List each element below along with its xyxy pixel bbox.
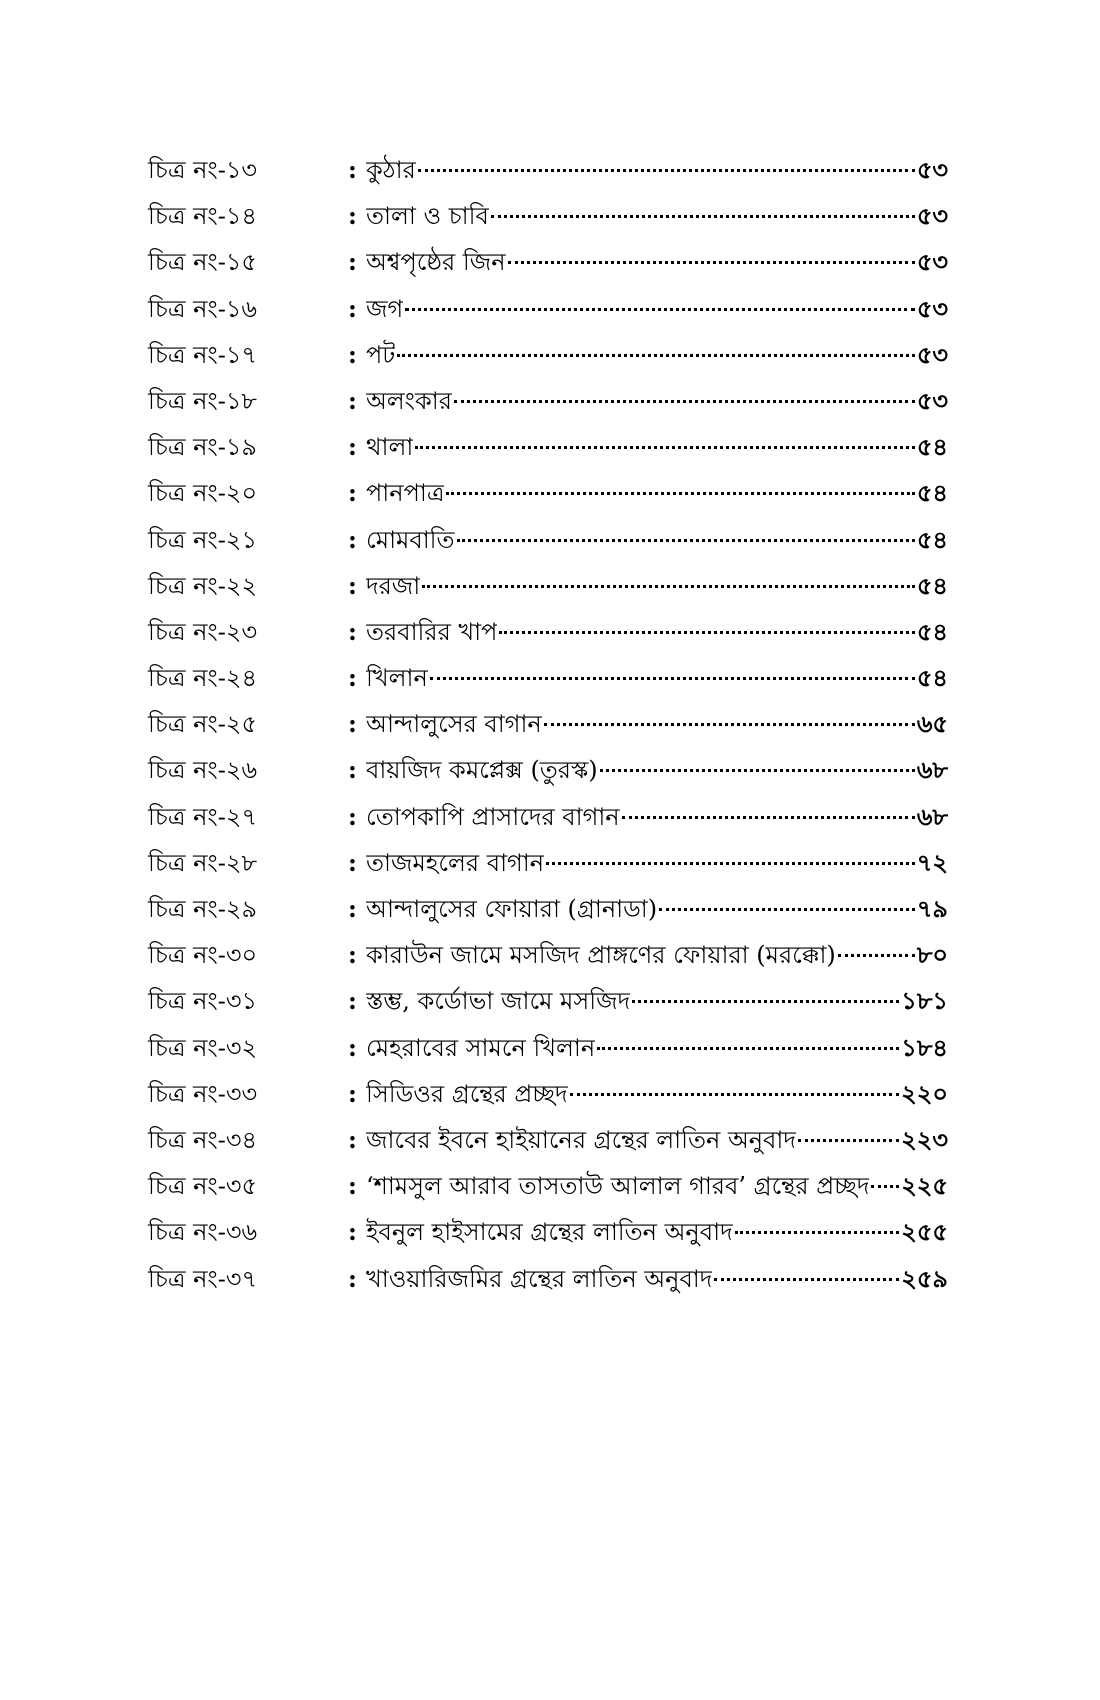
list-item <box>148 193 948 239</box>
page-number: ২২০ <box>901 1078 948 1108</box>
page-number: ২৫৫ <box>901 1217 948 1247</box>
separator-colon: : <box>348 524 357 554</box>
figure-title: ইবনুল হাইসামের গ্রন্থের লাতিন অনুবাদ <box>366 1218 733 1247</box>
figure-title: তরবারির খাপ <box>366 617 498 646</box>
separator-colon: : <box>348 432 357 462</box>
dot-leader <box>397 333 914 363</box>
separator-colon: : <box>348 847 357 877</box>
page-number: ৫৪ <box>916 432 948 462</box>
figure-number: চিত্র নং-২৪ <box>148 664 258 693</box>
figure-list <box>148 147 948 1302</box>
page-number: ৫৪ <box>916 663 948 693</box>
separator-colon: : <box>348 986 357 1016</box>
separator-colon: : <box>348 201 357 231</box>
figure-title: পট <box>366 340 396 369</box>
figure-title: অলংকার <box>366 386 452 415</box>
page-number: ৫৩ <box>916 385 948 415</box>
separator-colon: : <box>348 940 357 970</box>
list-item <box>148 470 948 516</box>
dot-leader <box>798 1118 899 1148</box>
separator-colon: : <box>348 570 357 600</box>
separator-colon: : <box>348 616 357 646</box>
separator-colon: : <box>348 894 357 923</box>
figure-number: চিত্র নং-৩২ <box>148 1033 258 1062</box>
list-item <box>148 1209 948 1255</box>
figure-title: বায়জিদ কমপ্লেক্স (তুরস্ক) <box>366 756 598 785</box>
figure-title: অশ্বপৃষ্ঠের জিন <box>366 248 506 277</box>
dot-leader <box>632 979 899 1009</box>
dot-leader <box>430 656 915 686</box>
dot-leader <box>454 379 915 409</box>
separator-colon: : <box>348 663 357 693</box>
figure-number: চিত্র নং-১৯ <box>148 433 257 462</box>
page-number: ৫৪ <box>916 616 948 646</box>
figure-title: খাওয়ারিজমির গ্রন্থের লাতিন অনুবাদ <box>366 1264 713 1293</box>
figure-title: ‘শামসুল আরাব তাসতাউ আলাল গারব’ গ্রন্থের প্রচ্ছদ <box>366 1172 870 1201</box>
separator-colon: : <box>348 478 357 508</box>
list-item <box>148 1071 948 1117</box>
page-number: ৭৯ <box>916 894 948 923</box>
figure-title: জগ <box>366 294 404 323</box>
page-number: ১৮৪ <box>901 1032 948 1062</box>
dot-leader <box>570 1072 900 1102</box>
separator-colon: : <box>348 755 357 785</box>
dot-leader <box>491 194 915 224</box>
figure-number: চিত্র নং-২১ <box>148 525 258 554</box>
dot-leader <box>871 1164 899 1194</box>
dot-leader <box>405 287 915 317</box>
figure-number: চিত্র নং-২৬ <box>148 756 258 785</box>
list-item <box>148 286 948 332</box>
figure-number: চিত্র নং-৩৪ <box>148 1125 258 1154</box>
figure-number: চিত্র নং-৩৬ <box>148 1218 258 1247</box>
page-number: ৬৫ <box>916 709 948 739</box>
page-number: ২২৩ <box>901 1124 948 1154</box>
figure-title: তালা ও চাবি <box>366 202 489 231</box>
list-item <box>148 147 948 193</box>
list-item <box>148 563 948 609</box>
dot-leader <box>446 471 914 501</box>
figure-number: চিত্র নং-১৫ <box>148 248 257 277</box>
separator-colon: : <box>348 1032 357 1062</box>
figure-number: চিত্র নং-২২ <box>148 571 258 600</box>
figure-number: চিত্র নং-২৫ <box>148 710 258 739</box>
figure-number: চিত্র নং-২৩ <box>148 617 258 646</box>
figure-title: মোমবাতি <box>366 525 455 554</box>
separator-colon: : <box>348 709 357 739</box>
dot-leader <box>714 1257 899 1287</box>
dot-leader <box>508 240 915 270</box>
list-item <box>148 517 948 563</box>
figure-title: কারাউন জামে মসজিদ প্রাঙ্গণের ফোয়ারা (মরক্কো) <box>366 941 836 970</box>
figure-number: চিত্র নং-৩৭ <box>148 1264 258 1293</box>
list-item <box>148 332 948 378</box>
separator-colon: : <box>348 1124 357 1154</box>
separator-colon: : <box>348 1263 357 1293</box>
dot-leader <box>546 841 915 871</box>
dot-leader <box>415 425 914 455</box>
dot-leader <box>600 748 915 778</box>
page-number: ৫৪ <box>916 570 948 600</box>
page-number: ৬৮ <box>916 801 948 831</box>
page-number: ২২৫ <box>901 1171 948 1201</box>
figure-title: জাবের ইবনে হাইয়ানের গ্রন্থের লাতিন অনুবাদ <box>366 1125 796 1154</box>
list-item <box>148 701 948 747</box>
list-item <box>148 609 948 655</box>
list-item <box>148 239 948 285</box>
page-number: ৬৮ <box>916 755 948 785</box>
page-number: ৮০ <box>916 940 948 970</box>
list-item <box>148 932 948 978</box>
figure-number: চিত্র নং-৩১ <box>148 987 258 1016</box>
list-item <box>148 747 948 793</box>
page-number: ৫৩ <box>916 247 948 277</box>
separator-colon: : <box>348 1171 357 1201</box>
dot-leader <box>597 1026 899 1056</box>
list-item <box>148 424 948 470</box>
list-item <box>148 1025 948 1071</box>
page-number: ৫৪ <box>916 478 948 508</box>
list-item <box>148 1163 948 1209</box>
figure-number: চিত্র নং-২৭ <box>148 802 258 831</box>
figure-number: চিত্র নং-১৩ <box>148 156 258 184</box>
dot-leader <box>622 795 915 825</box>
separator-colon: : <box>348 385 357 415</box>
page-number: ৫৩ <box>916 155 948 184</box>
figure-title: পানপাত্র <box>366 479 445 508</box>
list-item <box>148 655 948 701</box>
list-item <box>148 840 948 886</box>
figure-title: দরজা <box>366 571 421 600</box>
figure-number: চিত্র নং-১৪ <box>148 202 257 231</box>
page-number: ৫৩ <box>916 339 948 369</box>
page-number: ৭২ <box>916 847 948 877</box>
list-item <box>148 886 948 932</box>
figure-title: সিডিওর গ্রন্থের প্রচ্ছদ <box>366 1079 568 1108</box>
figure-number: চিত্র নং-১৮ <box>148 386 257 415</box>
page-number: ৫৩ <box>916 293 948 323</box>
separator-colon: : <box>348 1217 357 1247</box>
figure-number: চিত্র নং-২৮ <box>148 848 258 877</box>
dot-leader <box>418 148 915 178</box>
figure-title: তাজমহলের বাগান <box>366 848 545 877</box>
separator-colon: : <box>348 293 357 323</box>
list-item <box>148 1117 948 1163</box>
dot-leader <box>422 564 915 594</box>
figure-number: চিত্র নং-২০ <box>148 479 258 508</box>
figure-number: চিত্র নং-১৬ <box>148 294 258 323</box>
separator-colon: : <box>348 1078 357 1108</box>
page-number: ৫৪ <box>916 524 948 554</box>
figure-title: কুঠার <box>366 156 416 184</box>
list-item <box>148 978 948 1024</box>
page-number: ১৮১ <box>901 986 948 1016</box>
figure-number: চিত্র নং-১৭ <box>148 340 258 369</box>
dot-leader <box>544 702 915 732</box>
dot-leader <box>457 518 915 548</box>
dot-leader <box>499 610 914 640</box>
separator-colon: : <box>348 247 357 277</box>
dot-leader <box>659 887 915 917</box>
separator-colon: : <box>348 155 357 184</box>
separator-colon: : <box>348 339 357 369</box>
figure-title: থালা <box>366 433 414 462</box>
figure-number: চিত্র নং-৩৫ <box>148 1172 258 1201</box>
page-number: ২৫৯ <box>901 1263 948 1293</box>
figure-number: চিত্র নং-৩০ <box>148 941 258 970</box>
page-number: ৫৩ <box>916 201 948 231</box>
separator-colon: : <box>348 801 357 831</box>
figure-number: চিত্র নং-৩৩ <box>148 1079 258 1108</box>
list-item <box>148 378 948 424</box>
list-item <box>148 794 948 840</box>
figure-title: আন্দালুসের ফোয়ারা (গ্রানাডা) <box>366 895 658 923</box>
dot-leader <box>735 1210 900 1240</box>
figure-title: খিলান <box>366 664 428 693</box>
figure-number: চিত্র নং-২৯ <box>148 895 258 923</box>
dot-leader <box>838 933 915 963</box>
figure-title: মেহরাবের সামনে খিলান <box>366 1033 596 1062</box>
figure-title: স্তম্ভ, কর্ডোভা জামে মসজিদ <box>366 987 631 1016</box>
figure-title: আন্দালুসের বাগান <box>366 710 542 739</box>
figure-title: তোপকাপি প্রাসাদের বাগান <box>366 802 620 831</box>
list-item <box>148 1256 948 1302</box>
